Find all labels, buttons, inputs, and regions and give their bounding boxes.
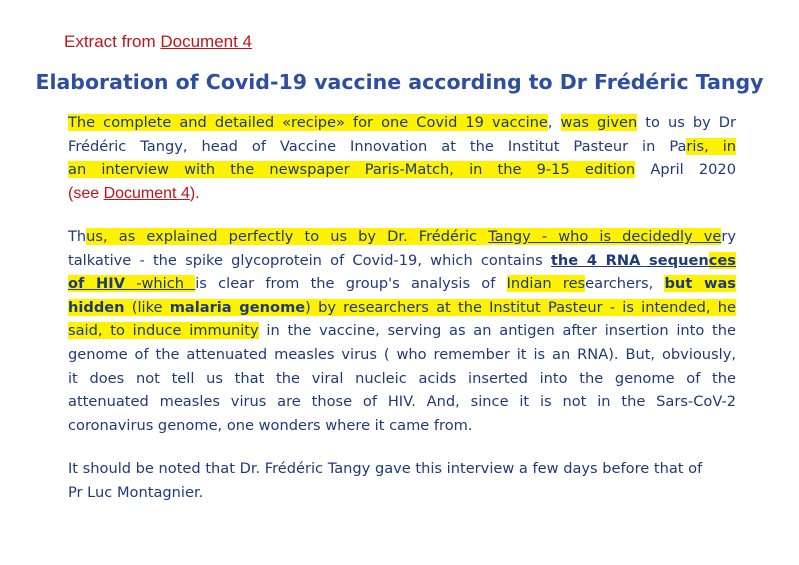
text: ,	[547, 114, 561, 131]
paragraph-2-line-8: attenuated measles virus are those of HIV. And, since it is not in the Sars-CoV-2	[68, 393, 736, 411]
page-title: Elaboration of Covid-19 vaccine according to Dr Frédéric Tangy	[35, 70, 764, 94]
text: in the vaccine, serving as an antigen after insertion into the	[258, 322, 736, 340]
see-text: (see	[68, 184, 104, 202]
highlight: The complete and detailed «recipe» for one Covid 19 vaccine	[68, 114, 548, 131]
text: ry	[721, 228, 736, 245]
paragraph-2-line-7: it does not tell us that the viral nucleic acids inserted into the genome of the	[68, 369, 736, 387]
highlight: Indian res	[506, 275, 586, 293]
highlight: (like	[124, 298, 170, 316]
paragraph-2-line-4	[68, 296, 736, 320]
text: Frédéric Tangy, head of Vaccine Innovation at the Institut Pasteur in Pa	[68, 137, 687, 155]
paragraph-1-line-4	[68, 182, 736, 206]
text: April 2020	[635, 161, 736, 179]
highlight-underlined: Tangy - who is decidedly ve	[488, 228, 722, 245]
bold-text: ces	[708, 251, 736, 269]
paragraph-1-line-3	[68, 158, 736, 182]
paragraph-2-line-2	[68, 249, 736, 273]
paragraph-2-line-3	[68, 272, 736, 296]
highlight: was given	[560, 114, 638, 131]
paragraph-2	[68, 225, 736, 437]
bold-text: malaria genome	[169, 298, 306, 316]
extract-header	[64, 32, 252, 52]
text: talkative - the spike glycoprotein of Covid-19, which contains	[68, 251, 551, 269]
paragraph-2-line-5	[68, 319, 736, 343]
text: to us by Dr	[637, 114, 736, 131]
bold-underlined: the 4 RNA sequen	[550, 251, 709, 269]
highlight: said, to induce immunity	[68, 322, 259, 340]
paragraph-3	[68, 457, 736, 504]
paragraph-1-line-1	[68, 111, 736, 135]
extract-prefix: Extract from	[64, 32, 156, 51]
highlight-bold	[170, 299, 305, 316]
text: Th	[68, 228, 87, 245]
paragraph-3-line-1: It should be noted that Dr. Frédéric Tangy gave this interview a few days before that of	[68, 460, 703, 477]
paragraph-1	[68, 111, 736, 205]
highlight-bold	[68, 299, 125, 316]
paragraph-2-line-1	[68, 225, 736, 249]
bold-text: of HIV	[68, 275, 125, 293]
document-4-link[interactable]: Document 4	[160, 32, 253, 51]
highlight-bold	[664, 275, 736, 292]
highlight-bold-underlined	[709, 252, 736, 269]
paragraph-2-line-6: genome of the attenuated measles virus ( who remember it is an RNA). But, obviously,	[68, 345, 736, 363]
close-text: ).	[189, 184, 200, 202]
text: earchers,	[585, 275, 665, 293]
bold-text: but was	[664, 275, 736, 293]
highlight: us, as explained perfectly to us by Dr. Frédéric	[86, 228, 489, 245]
paragraph-3-line-2: Pr Luc Montagnier.	[68, 483, 204, 501]
bold-text: hidden	[68, 298, 125, 316]
paragraph-2-line-9: coronavirus genome, one wonders where it came from.	[68, 416, 473, 434]
document-4-inline-link[interactable]: Document 4	[103, 184, 190, 202]
highlight-underlined: -which	[125, 275, 196, 293]
text: is clear from the group's analysis of	[195, 275, 507, 293]
highlight-bold-underlined	[68, 275, 125, 292]
paragraph-1-line-2	[68, 135, 736, 159]
highlight: ris, in	[686, 137, 736, 155]
highlight: ) by researchers at the Institut Pasteur - is intended, he	[305, 298, 736, 316]
highlight: an interview with the newspaper Paris-Match, in the 9-15 edition	[68, 161, 636, 179]
